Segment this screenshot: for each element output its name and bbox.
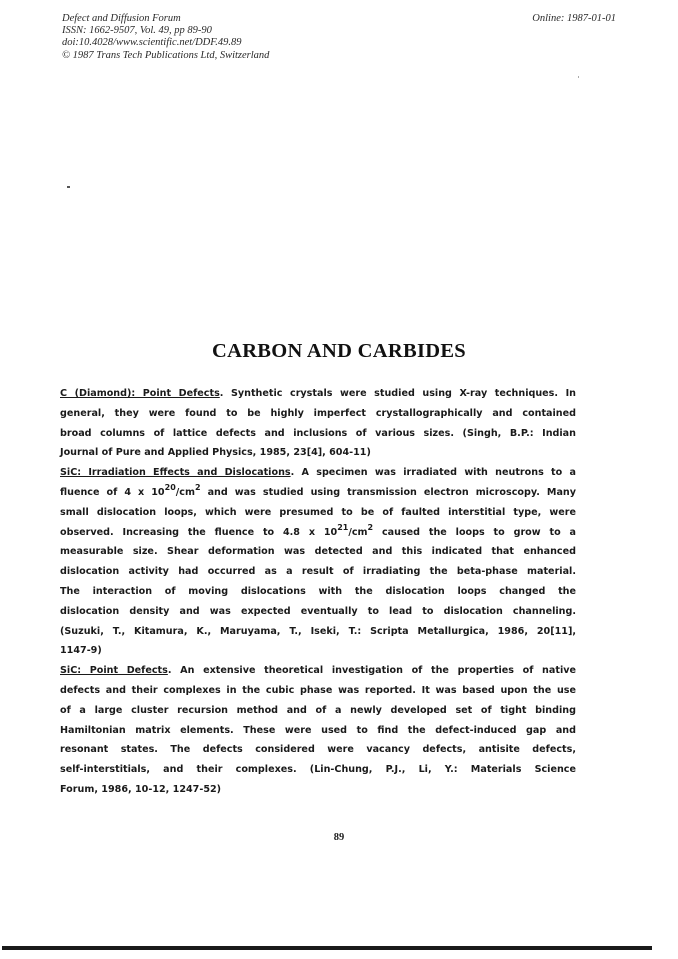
text-line: fluence of 4 x $10^{20}/cm^2$ and was studied using transmission electron microscopy. Many — [60, 482, 576, 498]
copyright-line: © 1987 Trans Tech Publications Ltd, Switzerland — [62, 49, 270, 61]
text-line: Forum, 1986, 10-12, 1247-52) — [60, 783, 222, 795]
subsection-heading: SiC: Point Defects — [60, 665, 168, 677]
text-line: of a large cluster recursion method and of a newly developed set of tight binding — [60, 704, 576, 716]
text-line: 1147-9) — [60, 645, 102, 657]
subsection-heading: SiC: Irradiation Effects and Dislocations — [60, 467, 291, 479]
text-line: defects and their complexes in the cubic phase was reported. It was based upon the use — [60, 684, 576, 696]
text-line: C (Diamond): Point Defects. Synthetic crystals were studied using X-ray techniques. In — [60, 388, 576, 399]
text-line: small dislocation loops, which were presumed to be of faulted interstitial type, were — [60, 506, 576, 518]
footer-rule — [2, 946, 652, 950]
text-line: dislocation activity had occurred as a result of irradiating the beta-phase material. — [60, 566, 576, 578]
text-line: Hamiltonian matrix elements. These were used to find the defect-induced gap and — [60, 724, 576, 736]
text-line: observed. Increasing the fluence to 4.8 x $10^{21}/cm^2$ caused the loops to grow to a — [60, 522, 576, 538]
text-line: (Suzuki, T., Kitamura, K., Maruyama, T., Iseki, T.: Scripta Metallurgica, 1986, 20[11], — [60, 625, 576, 637]
text-line: The interaction of moving dislocations with the dislocation loops changed the — [60, 585, 576, 597]
scan-speck — [67, 186, 70, 188]
journal-name: Defect and Diffusion Forum — [62, 13, 181, 24]
text-line: SiC: Point Defects. An extensive theoretical investigation of the properties of native — [60, 665, 576, 677]
page-number: 89 — [333, 832, 345, 843]
scan-speck — [578, 76, 579, 78]
text-line: general, they were found to be highly imperfect crystallographically and contained — [60, 407, 576, 419]
section-title: CARBON AND CARBIDES — [211, 340, 466, 362]
issn-line: ISSN: 1662-9507, Vol. 49, pp 89-90 — [62, 25, 212, 37]
text-line: Journal of Pure and Applied Physics, 1985, 23[4], 604-11) — [60, 447, 371, 459]
online-date: Online: 1987-01-01 — [532, 13, 616, 24]
text-line: SiC: Irradiation Effects and Dislocations. A specimen was irradiated with neutrons to a — [60, 467, 576, 479]
text-line: self-interstitials, and their complexes. (Lin-Chung, P.J., Li, Y.: Materials Science — [60, 764, 576, 776]
text-line: dislocation density and was expected eventually to lead to dislocation channeling. — [60, 605, 576, 617]
subsection-heading: C (Diamond): Point Defects — [60, 388, 220, 399]
text-line: resonant states. The defects considered were vacancy defects, antisite defects, — [60, 744, 576, 756]
text-line: measurable size. Shear deformation was detected and this indicated that enhanced — [60, 546, 576, 558]
doi-line: doi:10.4028/www.scientific.net/DDF.49.89 — [62, 37, 242, 49]
article-body — [60, 384, 576, 800]
text-line: broad columns of lattice defects and inclusions of various sizes. (Singh, B.P.: Indian — [60, 427, 576, 439]
journal-header — [62, 13, 269, 62]
